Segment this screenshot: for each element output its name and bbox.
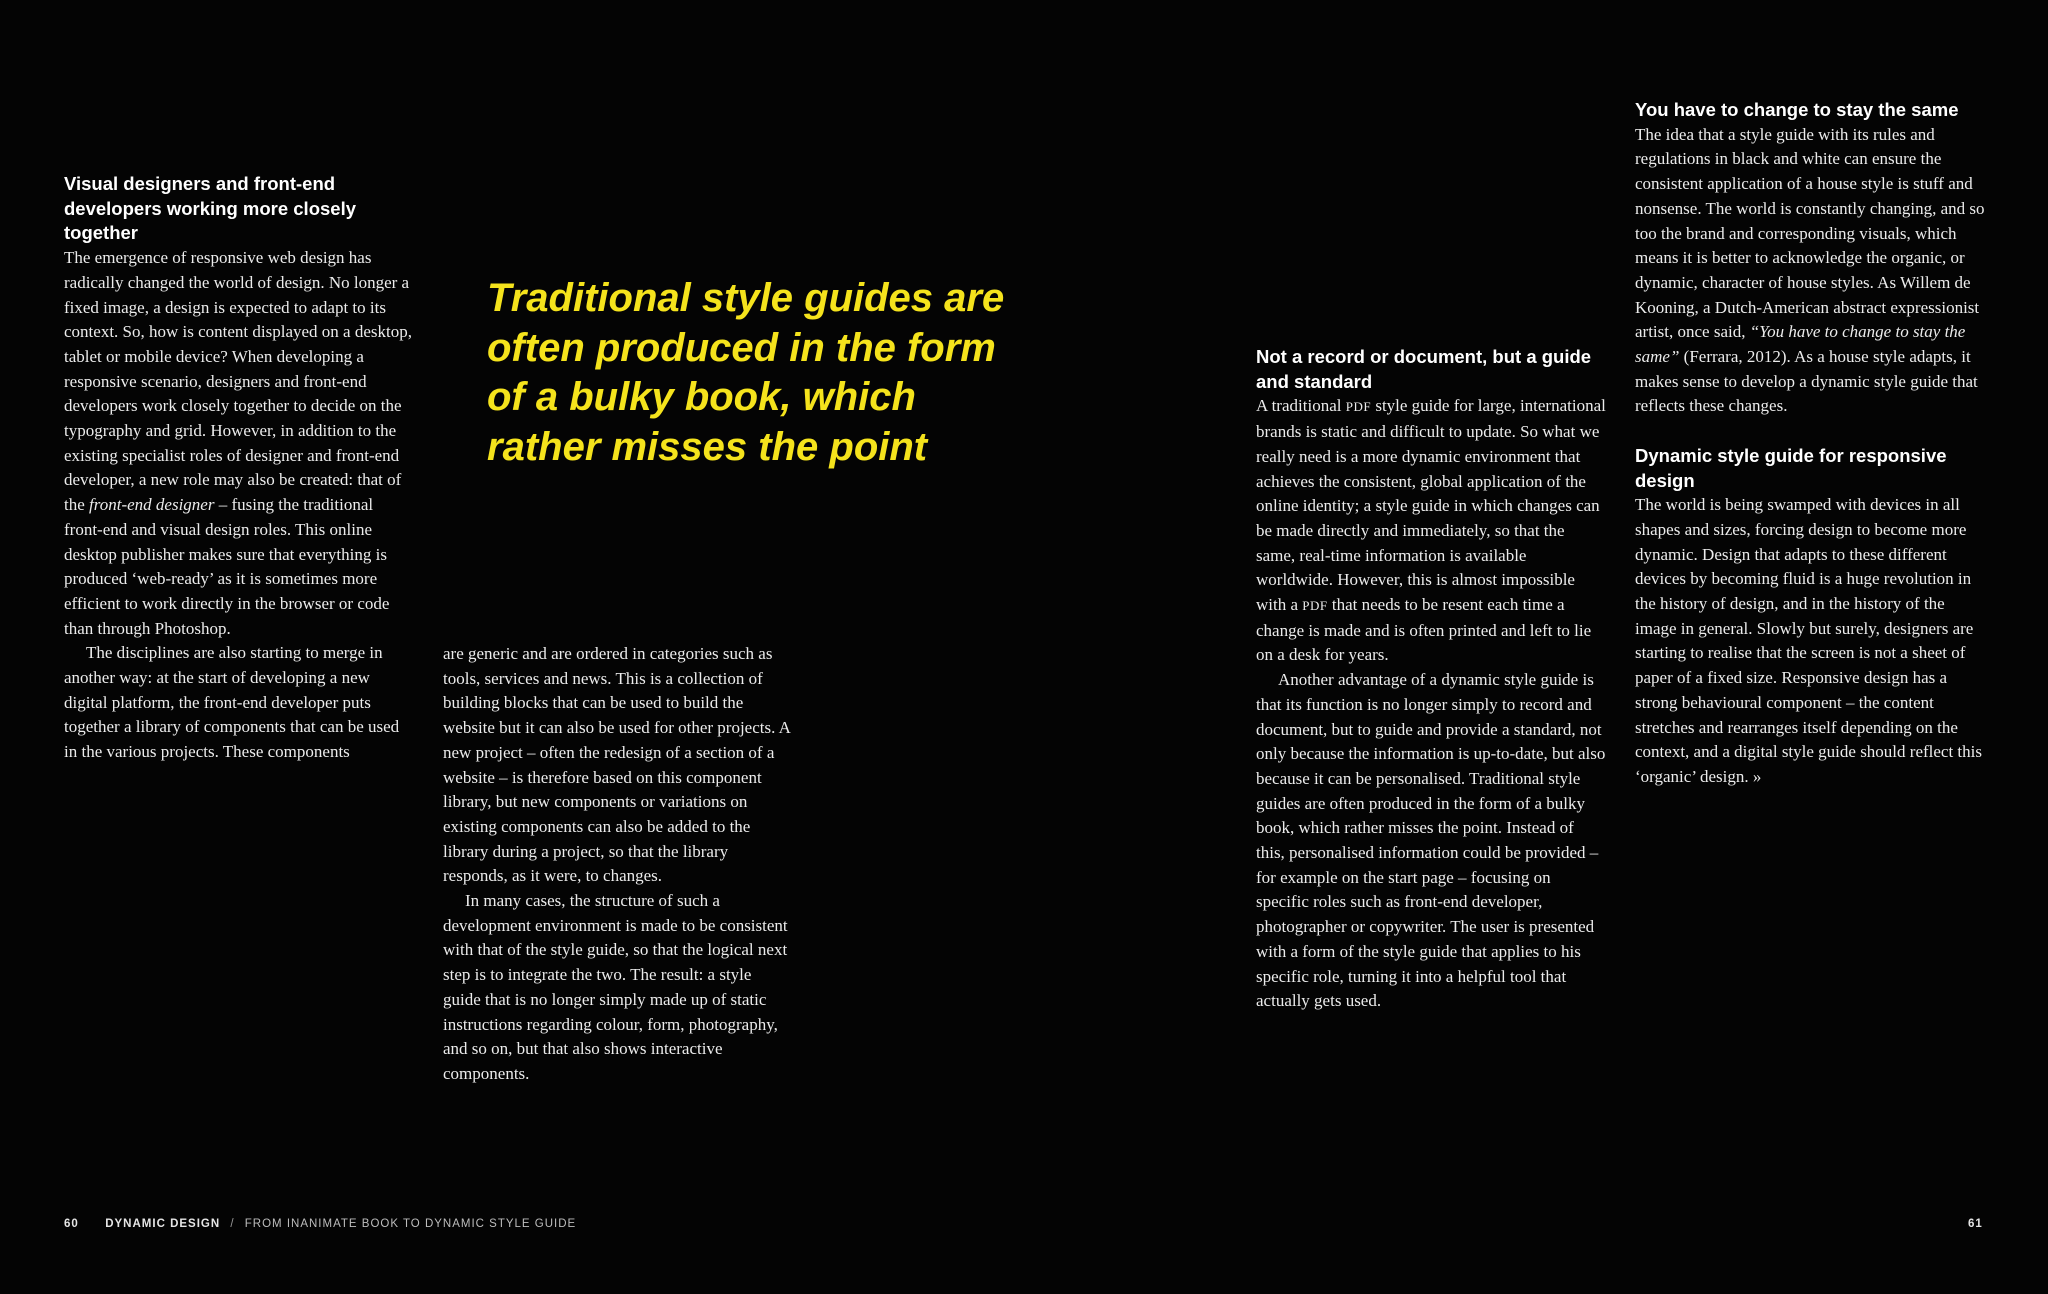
body-paragraph: Another advantage of a dynamic style guide is that its function is no longer simply to record and document, but to guide and provide a standard, not only because the information is up-to-date, but also because it can be personalised. Traditional style guides are often produced in the form of a bulky book, which rather misses the point. Instead of this, personalised information could be provided – for example on the start page – focusing on specific roles such as front-end developer, photographer or copywriter. The user is presented with a form of the style guide that applies to his specific role, turning it into a helpful tool that actually gets used. — [1256, 670, 1606, 1011]
body-paragraph — [64, 246, 416, 641]
footer-right — [1968, 1218, 1983, 1230]
body-paragraph: The world is being swamped with devices in all shapes and sizes, forcing design to become more dynamic. Design that adapts to these different devices by becoming fluid is a huge revolution in the history of design, and in the history of the image in general. Slowly but surely, designers are starting to realise that the screen is not a sheet of paper of a fixed size. Responsive design has a strong behavioural component – the content stretches and rearranges itself depending on the context, and a digital style guide should reflect this ‘organic’ design. » — [1635, 495, 1982, 786]
text-span: that needs to be resent each time a change is made and is often printed and left to lie on a desk for years. — [1256, 595, 1592, 665]
text-span: The emergence of responsive web design has radically changed the world of design. No longer a fixed image, a design is expected to adapt to its context. So, how is content displayed on a desktop, tablet or mobile device? When developing a responsive scenario, designers and front-end developers work closely together to decide on the typography and grid. However, in addition to the existing specialist roles of designer and front-end developer, a new role may also be created: that of the — [64, 248, 412, 515]
emphasis-term: front-end designer — [89, 495, 215, 515]
text-span: style guide for large, international brands is static and difficult to update. So what we really need is a more dynamic environment that achieves the consistent, global application of the online identity; a style guide in which changes can be made directly and immediately, so that the same, real-time information is available worldwide. However, this is almost impossible with a — [1256, 396, 1606, 615]
text-span: The idea that a style guide with its rules and regulations in black and white can ensure the consistent application of a house style is stuff and nonsense. The world is constantly changing, and so too the brand and corresponding visuals, which means it is better to acknowledge the organic, or dynamic, character of house styles. As Willem de Kooning, a Dutch-American abstract expressionist artist, once said, — [1635, 124, 1985, 342]
body-paragraph: The disciplines are also starting to merge in another way: at the start of developing a new digital platform, the front-end developer puts together a library of components that can be used in the various projects. These components — [64, 643, 400, 762]
right-column-1 — [1256, 345, 1606, 1014]
page-number-left: 60 — [64, 1218, 79, 1230]
section-label: DYNAMIC DESIGN — [105, 1218, 221, 1230]
section-heading-not-a-record: Not a record or document, but a guide and standard — [1256, 346, 1592, 392]
section-heading-visual-designers: Visual designers and front-end developers working more closely together — [64, 173, 356, 244]
section-heading-change-to-stay: You have to change to stay the same — [1635, 99, 1959, 120]
pdf-abbreviation: PDF — [1345, 399, 1372, 415]
left-column-1 — [64, 172, 416, 765]
left-column-2 — [443, 642, 793, 1087]
section-heading-dynamic-style-guide: Dynamic style guide for responsive design — [1635, 444, 1947, 491]
breadcrumb-separator: / — [230, 1218, 235, 1230]
text-span: (Ferrara, 2012). As a house style adapts, it makes sense to develop a dynamic style guide that reflects these changes. — [1635, 347, 1978, 416]
body-paragraph — [1635, 123, 1987, 419]
pull-quote: Traditional style guides are often produced in the form of a bulky book, which rather misses the point — [487, 276, 1005, 469]
right-column-2 — [1635, 98, 1987, 790]
quote-text: “You have to change to stay the same” — [1635, 322, 1966, 367]
pdf-abbreviation: PDF — [1302, 598, 1328, 614]
body-paragraph: In many cases, the structure of such a development environment is made to be consistent with that of the style guide, so that the logical next step is to integrate the two. The result: a style guide that is no longer simply made up of static instructions regarding colour, form, photography, and so on, but that also shows interactive components. — [443, 891, 788, 1083]
body-paragraph: are generic and are ordered in categories such as tools, services and news. This is a collection of building blocks that can be used to build the website but it can also be used for other projects. A new project – often the redesign of a section of a website – is therefore based on this component library, but new components or variations on existing components can also be added to the library during a project, so that the library responds, as it were, to changes. — [443, 644, 790, 886]
text-span: A traditional — [1256, 396, 1346, 416]
page-number-right: 61 — [1968, 1218, 1983, 1230]
footer-left — [64, 1218, 576, 1230]
chapter-label: FROM INANIMATE BOOK TO DYNAMIC STYLE GUIDE — [244, 1218, 577, 1230]
body-paragraph — [1256, 394, 1606, 668]
text-span: – fusing the traditional front-end and visual design roles. This online desktop publisher makes sure that everything is produced ‘web-ready’ as it is sometimes more efficient to work directly in the browser or code than through Photoshop. — [64, 495, 390, 638]
